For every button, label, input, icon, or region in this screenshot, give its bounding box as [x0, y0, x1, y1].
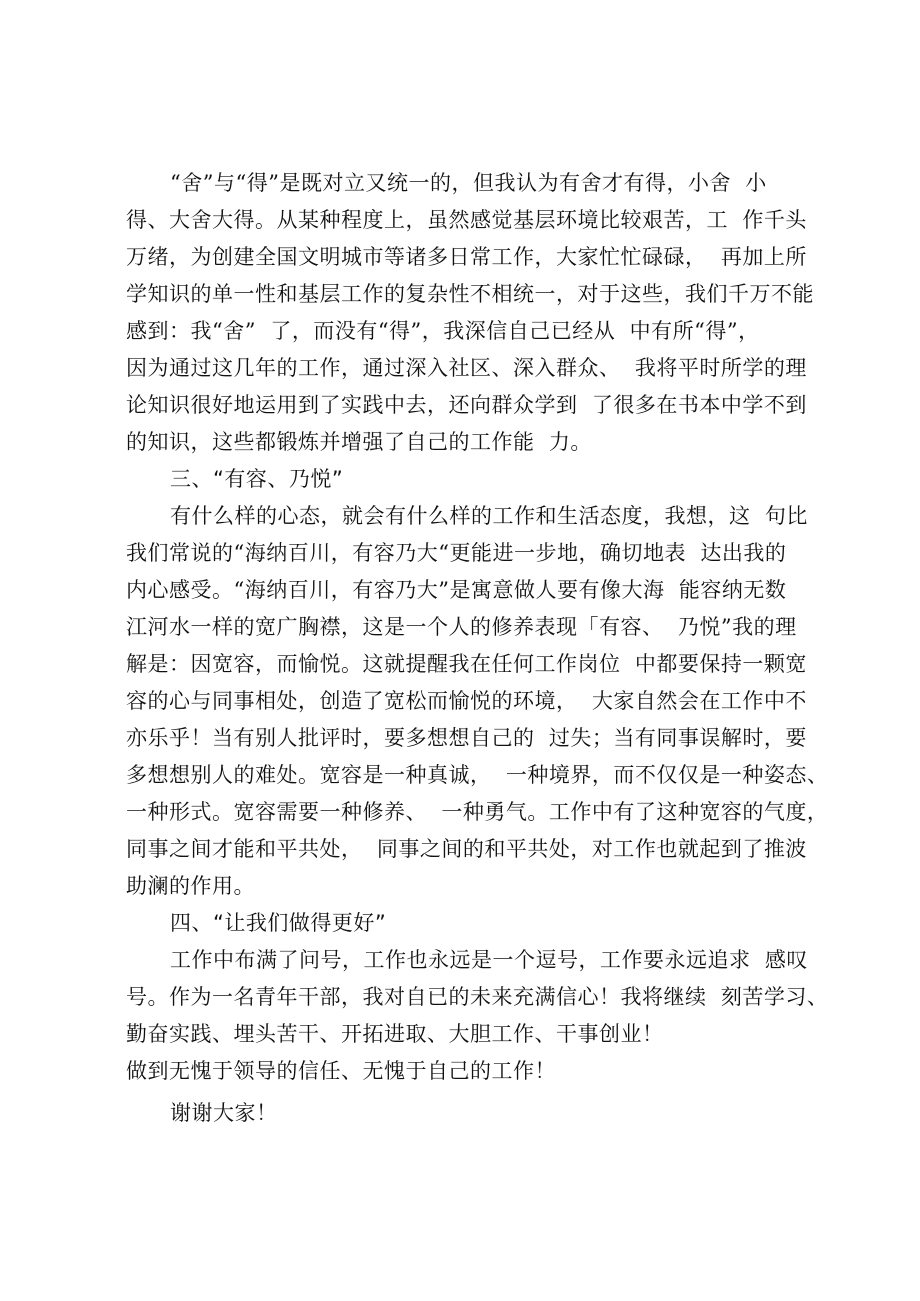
paragraph-2-line-4: 江河水一样的宽广胸襟，这是一个人的修养表现「有容、 乃悦”我的理: [126, 615, 797, 639]
paragraph-2-line-3: 内心感受。“海纳百川，有容乃大”是寓意做人要有像大海 能容纳无数: [126, 578, 787, 602]
paragraph-2-line-8: 多想想别人的难处。宽容是一种真诚， 一种境界，而不仅仅是一种姿态、: [126, 763, 829, 787]
section-heading-4: 四、“让我们做得更好”: [170, 911, 387, 935]
paragraph-3-line-2: 号。作为一名青年干部，我对自已的未来充满信心！我将继续 刻苦学习、: [126, 985, 829, 1009]
paragraph-2-line-1: 有什么样的心态，就会有什么样的工作和生活态度，我想，这 句比: [170, 504, 808, 528]
paragraph-1-line-2: 得、大舍大得。从某种程度上，虽然感觉基层环境比较艰苦，工 作千头: [126, 208, 807, 232]
paragraph-1-line-3: 万绪，为创建全国文明城市等诸多日常工作，大家忙忙碌碌， 再加上所: [126, 245, 807, 269]
paragraph-2-line-10: 同事之间才能和平共处， 同事之间的和平共处，对工作也就起到了推波: [126, 837, 807, 861]
paragraph-2-line-9: 一种形式。宽容需要一种修养、 一种勇气。工作中有了这种宽容的气度，: [126, 800, 829, 824]
paragraph-3-line-1: 工作中布满了问号，工作也永远是一个逗号，工作要永远追求 感叹: [170, 948, 808, 972]
paragraph-1-line-8: 的知识，这些都锻炼并增强了自己的工作能 力。: [126, 430, 592, 454]
paragraph-1-line-7: 论知识很好地运用到了实践中去，还向群众学到 了很多在书本中学不到: [126, 393, 807, 417]
paragraph-1-line-1: “舍”与“得”是既对立又统一的，但我认为有舍才有得，小舍 小: [170, 171, 767, 195]
paragraph-1-line-6: 因为通过这几年的工作，通过深入社区、深入群众、 我将平时所学的理: [126, 356, 807, 380]
paragraph-2-line-2: 我们常说的“海纳百川，有容乃大“更能进一步地，确切地表 达出我的: [126, 541, 787, 565]
closing-line: 做到无愧于领导的信任、无愧于自己的工作！: [126, 1059, 556, 1083]
paragraph-2-line-6: 容的心与同事相处，创造了宽松而愉悦的环境， 大家自然会在工作中不: [126, 689, 807, 713]
paragraph-3-line-3: 勤奋实践、埋头苦干、开拓进取、大胆工作、干事创业！: [126, 1022, 664, 1046]
paragraph-2-line-5: 解是：因宽容，而愉悦。这就提醒我在任何工作岗位 中都要保持一颗宽: [126, 652, 807, 676]
thanks-line: 谢谢大家！: [170, 1101, 278, 1125]
paragraph-2-line-7: 亦乐乎！当有别人批评时，要多想想自己的 过失；当有同事误解时，要: [126, 726, 807, 750]
paragraph-1-line-4: 学知识的单一性和基层工作的复杂性不相统一，对于这些，我们千万不能: [126, 282, 814, 306]
section-heading-3: 三、“有容、乃悦”: [170, 467, 344, 491]
paragraph-1-line-5: 感到：我“舍” 了，而没有“得”，我深信自己已经从 中有所“得”，: [126, 319, 760, 343]
paragraph-2-line-11: 助澜的作用。: [126, 874, 255, 898]
